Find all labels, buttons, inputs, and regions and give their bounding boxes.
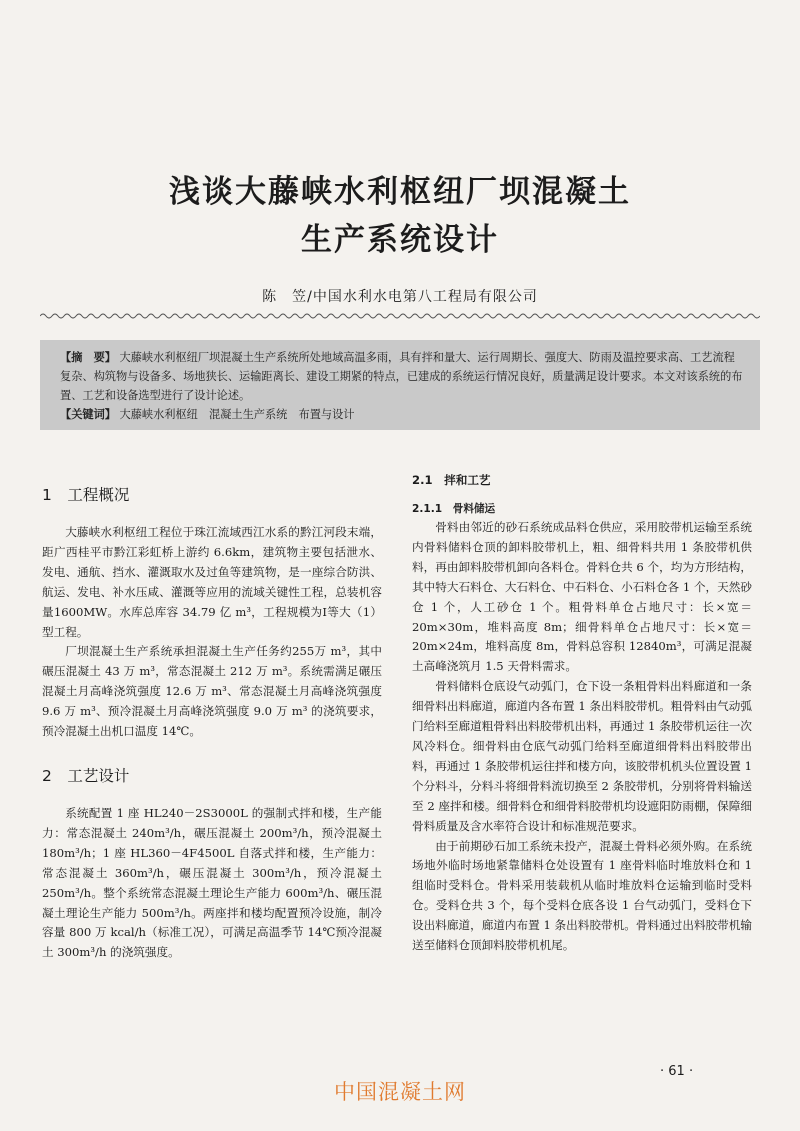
wavy-divider [40, 312, 760, 320]
keywords-tag: 【关键词】 [60, 408, 116, 421]
section-1-paragraph-1: 大藤峡水利枢纽工程位于珠江流域西江水系的黔江河段末端，距广西桂平市黔江彩虹桥上游约 6.6km，建筑物主要包括泄水、发电、通航、挡水、灌溉取水及过鱼等建筑物，是一座综合防洪、航运、发电、补水压咸、灌溉等应用的流域关键性工程，总装机容量1600MW。水库总库容 34.79 亿 m³，工程规模为Ⅰ等大（1）型工程。 [42, 525, 382, 639]
keywords-text: 大藤峡水利枢纽 混凝土生产系统 布置与设计 [119, 408, 355, 421]
abstract-paragraph [60, 348, 744, 405]
author-line: 陈 笠/中国水利水电第八工程局有限公司 [262, 289, 538, 305]
left-column [42, 475, 382, 963]
article-title [40, 168, 760, 264]
section-2-1-heading: 2.1 拌和工艺 [412, 473, 491, 487]
aggregate-paragraph-1: 骨料由邻近的砂石系统成品料仓供应，采用胶带机运输至系统内骨料储料仓顶的卸料胶带机上，粗、细骨料共用 1 条胶带机供料，再由卸料胶带机卸向各料仓。骨料仓共 6 个，均为方形结构，其中特大石料仓、大石料仓、中石料仓、小石料仓各 1 个，天然砂仓 1 个，人工砂仓 1 个。粗骨料单仓占地尺寸：长×宽＝20m×30m，堆料高度 8m；细骨料单仓占地尺寸：长×宽＝20m×24m，堆料高度 8m，骨料总容积 12840m³，可满足混凝土高峰浇筑月 1.5 天骨料需求。 [412, 520, 752, 674]
abstract-text: 大藤峡水利枢纽厂坝混凝土生产系统所处地域高温多雨，具有拌和量大、运行周期长、强度大、防雨及温控要求高、工艺流程复杂、构筑物与设备多、场地狭长、运输距离长、建设工期紧的特点，已建成的系统运行情况良好，质量满足设计要求。本文对该系统的布置、工艺和设备选型进行了设计论述。 [60, 351, 743, 402]
section-1-paragraph-2: 厂坝混凝土生产系统承担混凝土生产任务约255万 m³，其中碾压混凝土 43 万 m³，常态混凝土 212 万 m³。系统需满足碾压混凝土月高峰浇筑强度 12.6 万 m³、常态混凝土月高峰浇筑强度 9.6 万 m³、预冷混凝土月高峰浇筑强度 9.0 万 m³ 的浇筑要求，预冷混凝土出机口温度 14℃。 [42, 644, 382, 739]
page-number: · 61 · [660, 1064, 694, 1079]
right-column [412, 470, 752, 956]
watermark-text: 中国混凝土网 [334, 1080, 466, 1104]
abstract-box [40, 340, 760, 430]
section-2-heading: 2 工艺设计 [42, 766, 130, 785]
title-line-1: 浅谈大藤峡水利枢纽厂坝混凝土 [169, 174, 631, 210]
abstract-tag: 【摘 要】 [60, 351, 116, 364]
section-gap [42, 742, 382, 756]
aggregate-paragraph-2: 骨料储料仓底设气动弧门，仓下设一条粗骨料出料廊道和一条细骨料出料廊道，廊道内各布置 1 条出料胶带机。粗骨料由气动弧门给料至廊道粗骨料出料胶带机出料，再通过 1 条胶带机运往一次风冷料仓。细骨料由仓底气动弧门给料至廊道细骨料出料胶带出料，再通过 1 条胶带机运往拌和楼方向，该胶带机机头位置设置 1 个分料斗，分料斗将细骨料流切换至 2 条胶带机，分别将骨料输送至 2 座拌和楼。细骨料仓和细骨料胶带机均设遮阳防雨棚，保障细骨料质量及含水率符合设计和标准规范要求。 [412, 679, 752, 833]
section-2-paragraph-1: 系统配置 1 座 HL240－2S3000L 的强制式拌和楼，生产能力：常态混凝土 240m³/h，碾压混凝土 200m³/h，预冷混凝土 180m³/h；1 座 HL360－4F4500L 自落式拌和楼，生产能力：常态混凝土 360m³/h，碾压混凝土 300m³/h，预冷混凝土 250m³/h。整个系统常态混凝土理论生产能力 600m³/h、碾压混凝土理论生产能力 500m³/h。两座拌和楼均配置预冷设施，制冷容量 800 万 kcal/h（标准工况），可满足高温季节 14℃预冷混凝土 300m³/h 的浇筑强度。 [42, 805, 382, 960]
section-1-heading: 1 工程概况 [42, 486, 130, 504]
section-2-1-1-heading: 2.1.1 骨料储运 [412, 503, 496, 515]
title-line-2: 生产系统设计 [301, 222, 499, 258]
keywords-paragraph [60, 405, 744, 424]
aggregate-paragraph-3: 由于前期砂石加工系统未投产，混凝土骨料必须外购。在系统场地外临时场地紧靠储料仓处设置有 1 座骨料临时堆放料仓和 1 组临时受料仓。骨料采用装载机从临时堆放料仓运输到临时受料仓。受料仓共 3 个，每个受料仓底各设 1 台气动弧门，受料仓下设出料廊道，廊道内布置 1 条出料胶带机。骨料通过出料胶带机输送至储料仓顶卸料胶带机机尾。 [412, 838, 752, 953]
